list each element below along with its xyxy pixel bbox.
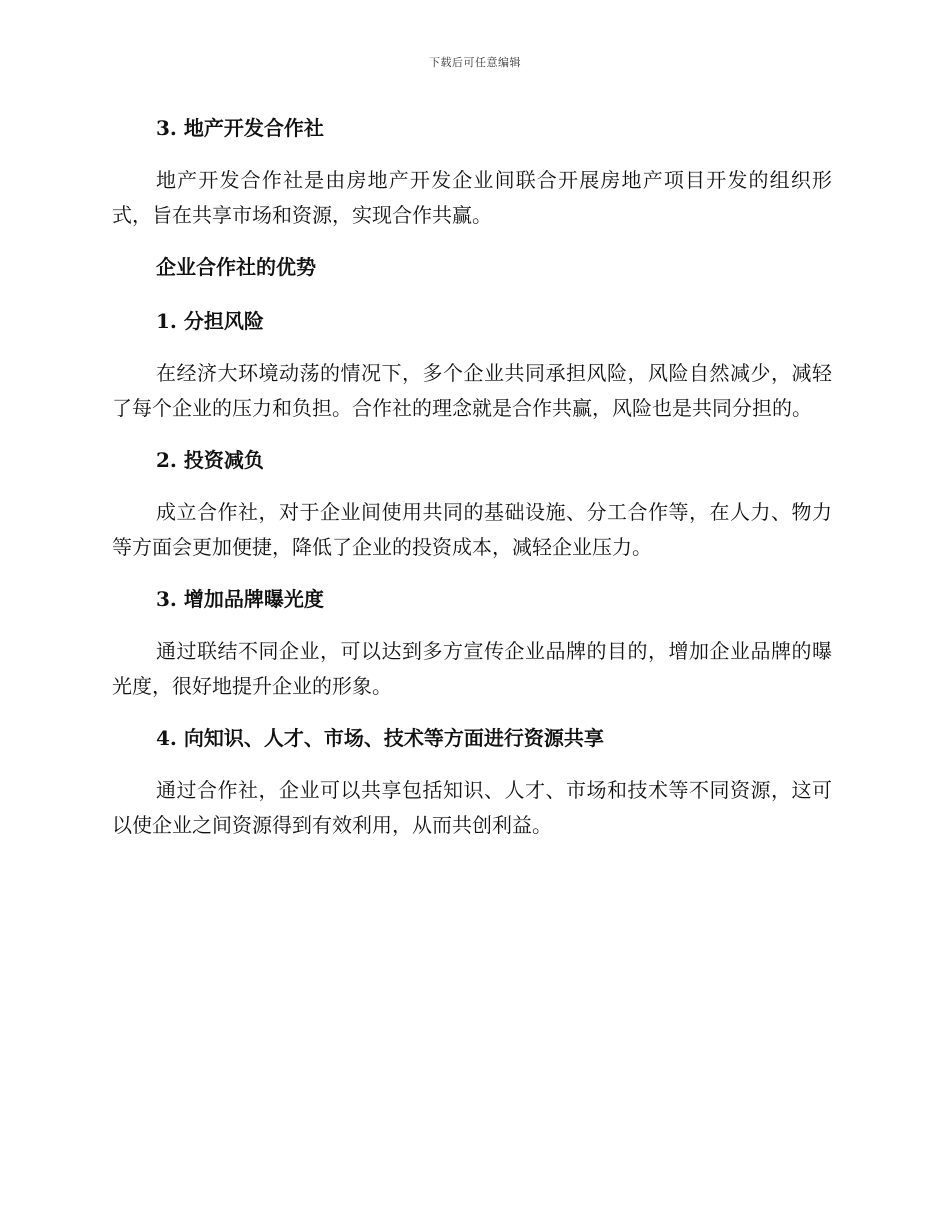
section-heading-share-risk: 1. 分担风险: [156, 309, 264, 333]
page-header: 下载后可任意编辑: [429, 56, 521, 69]
section-paragraph-brand-exposure: 通过联结不同企业，可以达到多方宣传企业品牌的目的，增加企业品牌的曝光度，很好地提升企业的形象。: [112, 639, 832, 698]
section-heading-real-estate-cooperative: 3. 地产开发合作社: [156, 116, 324, 140]
section-paragraph-real-estate-cooperative: 地产开发合作社是由房地产开发企业间联合开展房地产项目开发的组织形式，旨在共享市场和资源，实现合作共赢。: [112, 168, 832, 227]
section-heading-brand-exposure: 3. 增加品牌曝光度: [156, 587, 324, 611]
section-heading-advantages: 企业合作社的优势: [156, 255, 316, 279]
section-paragraph-resource-sharing: 通过合作社，企业可以共享包括知识、人才、市场和技术等不同资源，这可以使企业之间资源得到有效利用，从而共创利益。: [112, 778, 832, 837]
section-paragraph-investment-relief: 成立合作社，对于企业间使用共同的基础设施、分工合作等，在人力、物力等方面会更加便捷，降低了企业的投资成本，减轻企业压力。: [112, 500, 832, 559]
section-heading-investment-relief: 2. 投资减负: [156, 448, 264, 472]
section-paragraph-share-risk: 在经济大环境动荡的情况下，多个企业共同承担风险，风险自然减少，减轻了每个企业的压力和负担。合作社的理念就是合作共赢，风险也是共同分担的。: [112, 361, 832, 420]
section-heading-resource-sharing: 4. 向知识、人才、市场、技术等方面进行资源共享: [156, 726, 604, 750]
document-body: [112, 112, 832, 843]
